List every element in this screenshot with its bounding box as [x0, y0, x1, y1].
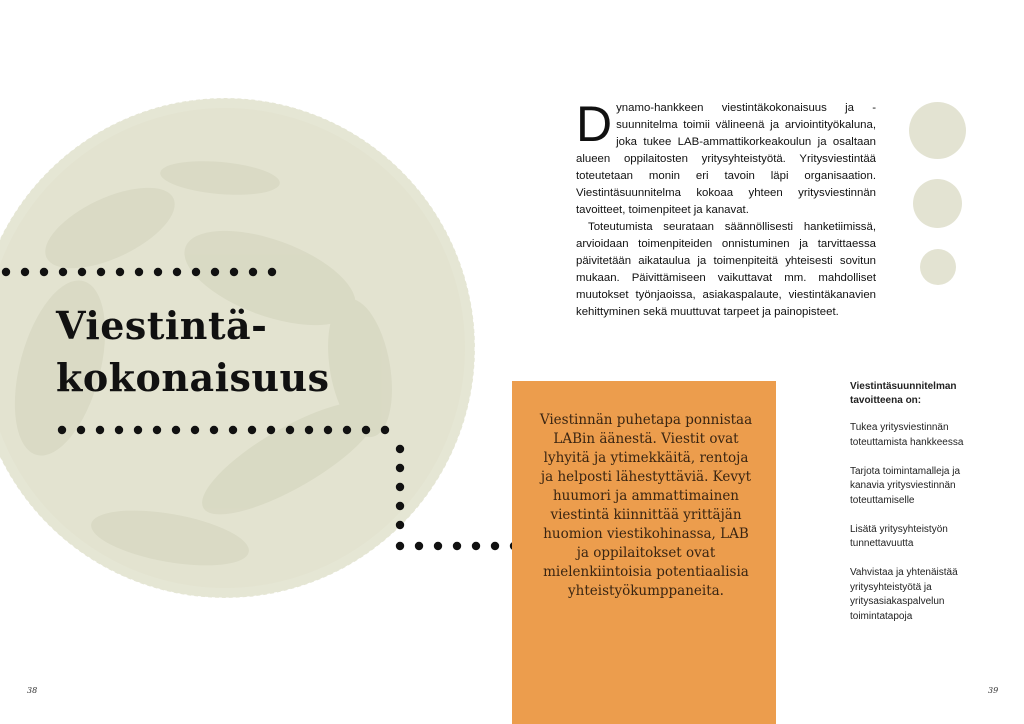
page-number-right: 39 — [988, 686, 999, 695]
goals-sidebar — [850, 380, 980, 639]
intro-paragraph-1-text: ynamo-hankkeen viestintäkokonaisuus ja -suunnitelma toimii välineenä ja arviointityökaluna, joka tukee LAB-ammattikorkeakoulun ja osaltaan alueen oppilaitosten yritysyhteistyötä. Yritysviestintää toteutetaan monin eri tavoin läpi organisaation. Viestintäsuunnitelma kokoaa yhteen yritysviestinnän tavoitteet, toimenpiteet ja kanavat. — [576, 102, 876, 216]
title-line-1: Viestintä- — [56, 303, 268, 348]
drop-cap: D — [576, 96, 613, 152]
page-title — [56, 300, 330, 404]
pull-quote-text: Viestinnän puhetapa ponnistaa LABin äänestä. Viestit ovat lyhyitä ja ytimekkäitä, rentoja ja helposti lähestyttäviä. Kevyt huumori ja ammattimainen viestintä kiinnittää yrittäjän huomion viestikohinassa, LAB ja oppilaitokset ovat mielenkiintoisia potentiaalisia yhteistyökumppaneita. — [539, 412, 753, 599]
goals-list — [850, 421, 980, 624]
list-item: Vahvistaa ja yhtenäistää yritysyhteistyötä ja yritysasiakaspalvelun toimintatapoja — [850, 567, 958, 622]
pull-quote-box — [512, 381, 776, 724]
intro-paragraph-2: Toteutumista seurataan säännöllisesti hanketiimissä, arvioidaan toimenpiteiden onnistuminen ja tarvittaessa päivitetään aikataulua ja toimenpiteitä yhteisesti sovitun mukaan. Päivittämiseen vaikuttavat mm. mahdolliset muutokset työnjaoissa, asiakaspalaute, viestintäkanavien kehittyminen sekä muuttuvat tarpeet ja painopisteet. — [576, 221, 876, 318]
decorative-circle-large — [909, 102, 966, 159]
list-item: Lisätä yritysyhteistyön tunnettavuutta — [850, 523, 948, 549]
intro-paragraph-1 — [576, 96, 876, 219]
decorative-dot — [491, 542, 499, 550]
title-line-2: kokonaisuus — [56, 355, 330, 400]
page-number-left: 38 — [27, 686, 38, 695]
sidebar-heading: Viestintäsuunnitelman tavoitteena on: — [850, 381, 957, 406]
decorative-circle-medium — [913, 179, 962, 228]
decorative-circle-small — [920, 249, 956, 285]
list-item: Tukea yritysviestinnän toteuttamista hankkeessa — [850, 422, 964, 448]
list-item: Tarjota toimintamalleja ja kanavia yritysviestinnän toteuttamiselle — [850, 465, 961, 506]
intro-text — [576, 96, 876, 321]
